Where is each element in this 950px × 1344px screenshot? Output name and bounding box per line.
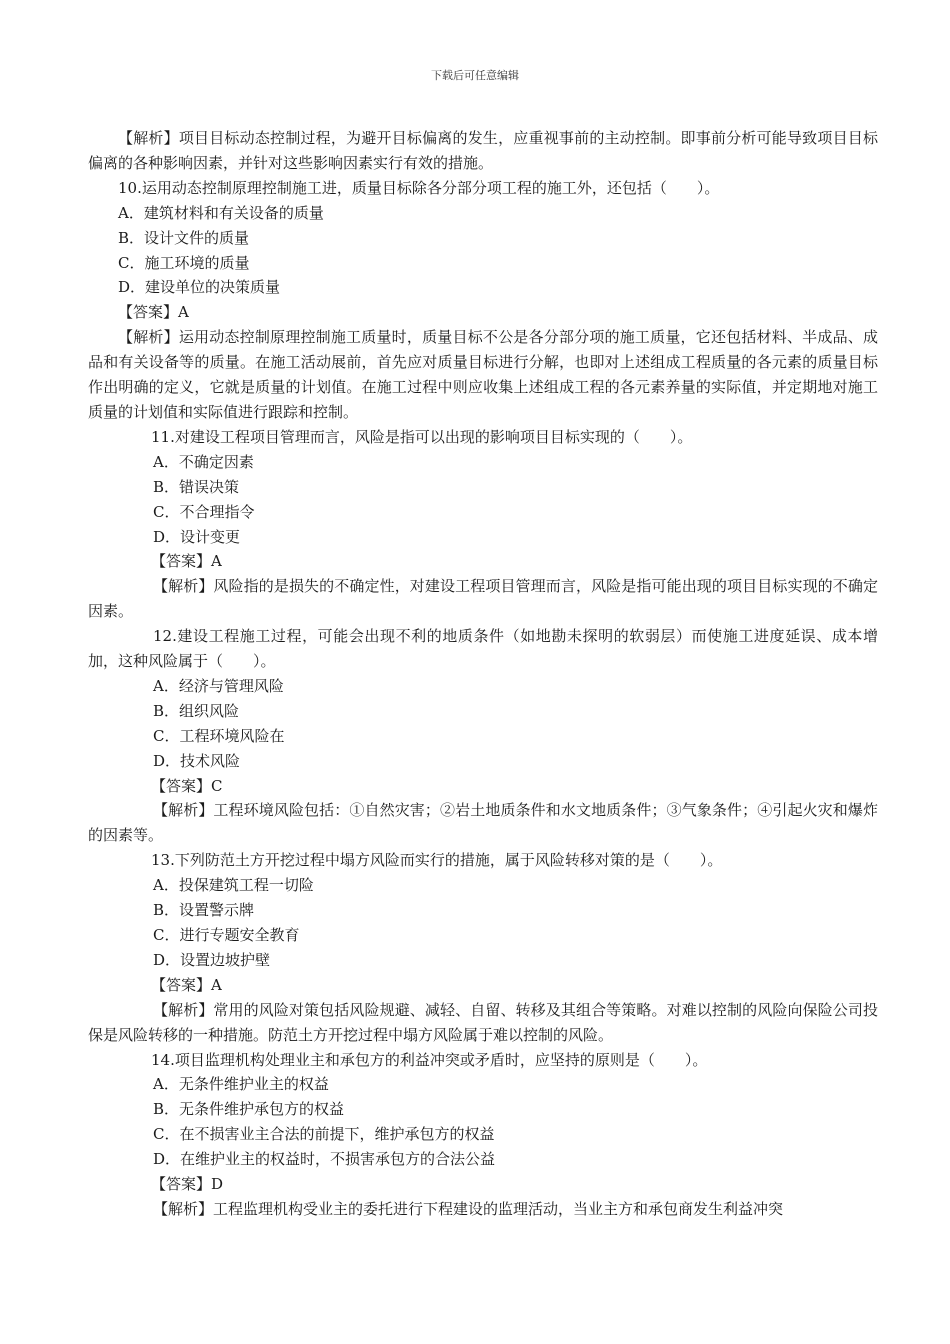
option-a: A．不确定因素 <box>153 452 254 471</box>
question-text: 10.运用动态控制原理控制施工进，质量目标除各分部分项工程的施工外，还包括（ ）。 <box>118 178 720 197</box>
option-a: A．无条件维护业主的权益 <box>153 1075 329 1094</box>
explanation-paragraph: 【解析】风险指的是损失的不确定性，对建设工程项目管理而言，风险是指可能出现的项目目标实现的不确定因素。 <box>88 577 878 621</box>
option-b: B．错误决策 <box>153 477 240 496</box>
explanation-paragraph: 【解析】运用动态控制原理控制施工质量时，质量目标不公是各分部分项的施工质量，它还包括材料、半成品、成品和有关设备等的质量。在施工活动展前，首先应对质量目标进行分解，也即对上述组成工程质量的各元素的质量目标作出明确的定义，它就是质量的计划值。在施工过程中则应收集上述组成工程的各元素养量的实际值，并定期地对施工质量的计划值和实际值进行跟踪和控制。 <box>88 328 878 421</box>
option-d: D．建设单位的决策质量 <box>118 278 281 297</box>
question-text: 13.下列防范土方开挖过程中塌方风险而实行的措施，属于风险转移对策的是（ ）。 <box>151 851 723 870</box>
option-c: C．工程环境风险在 <box>153 726 285 745</box>
explanation-paragraph: 【解析】项目目标动态控制过程，为避开目标偏离的发生，应重视事前的主动控制。即事前分析可能导致项目目标偏离的各种影响因素，并针对这些影响因素实行有效的措施。 <box>88 129 878 172</box>
option-c: C．进行专题安全教育 <box>153 926 300 944</box>
option-a: A．经济与管理风险 <box>153 676 284 695</box>
option-d: D．技术风险 <box>153 751 241 770</box>
option-b: B．设计文件的质量 <box>118 228 250 247</box>
answer-line: 【答案】A <box>118 303 189 322</box>
answer-line: 【答案】C <box>151 776 223 795</box>
option-d: D．在维护业主的权益时，不损害承包方的合法公益 <box>153 1150 496 1169</box>
option-b: B．组织风险 <box>153 701 240 720</box>
answer-line: 【答案】A <box>151 552 222 571</box>
option-d: D．设置边坡护壁 <box>153 950 271 969</box>
question-text: 14.项目监理机构处理业主和承包方的利益冲突或矛盾时，应坚持的原则是（ ）。 <box>151 1050 708 1069</box>
option-d: D．设计变更 <box>153 527 241 546</box>
option-c: C．施工环境的质量 <box>118 253 250 272</box>
question-text: 11.对建设工程项目管理而言，风险是指可以出现的影响项目目标实现的（ ）。 <box>151 427 693 446</box>
option-c: C．不合理指令 <box>153 502 255 521</box>
option-c: C．在不损害业主合法的前提下，维护承包方的权益 <box>153 1125 495 1144</box>
answer-line: 【答案】D <box>151 1175 224 1194</box>
answer-line: 【答案】A <box>151 975 222 994</box>
document-body <box>88 126 878 1222</box>
option-a: A．投保建筑工程一切险 <box>153 876 314 895</box>
explanation-paragraph: 【解析】工程监理机构受业主的委托进行下程建设的监理活动，当业主方和承包商发生利益冲突 <box>153 1199 784 1218</box>
question-text: 12.建设工程施工过程，可能会出现不利的地质条件（如地勘未探明的软弱层）而使施工进度延误、成本增加，这种风险属于（ ）。 <box>88 627 878 671</box>
option-a: A．建筑材料和有关设备的质量 <box>118 203 324 222</box>
option-b: B．设置警示牌 <box>153 901 255 920</box>
explanation-paragraph: 【解析】常用的风险对策包括风险规避、减轻、自留、转移及其组合等策略。对难以控制的风险向保险公司投保是风险转移的一种措施。防范土方开挖过程中塌方风险属于难以控制的风险。 <box>88 1000 878 1044</box>
page-header: 下载后可任意编辑 <box>431 69 519 82</box>
option-b: B．无条件维护承包方的权益 <box>153 1100 345 1119</box>
explanation-paragraph: 【解析】工程环境风险包括：①自然灾害；②岩土地质条件和水文地质条件；③气象条件；④引起火灾和爆炸的因素等。 <box>88 801 878 845</box>
